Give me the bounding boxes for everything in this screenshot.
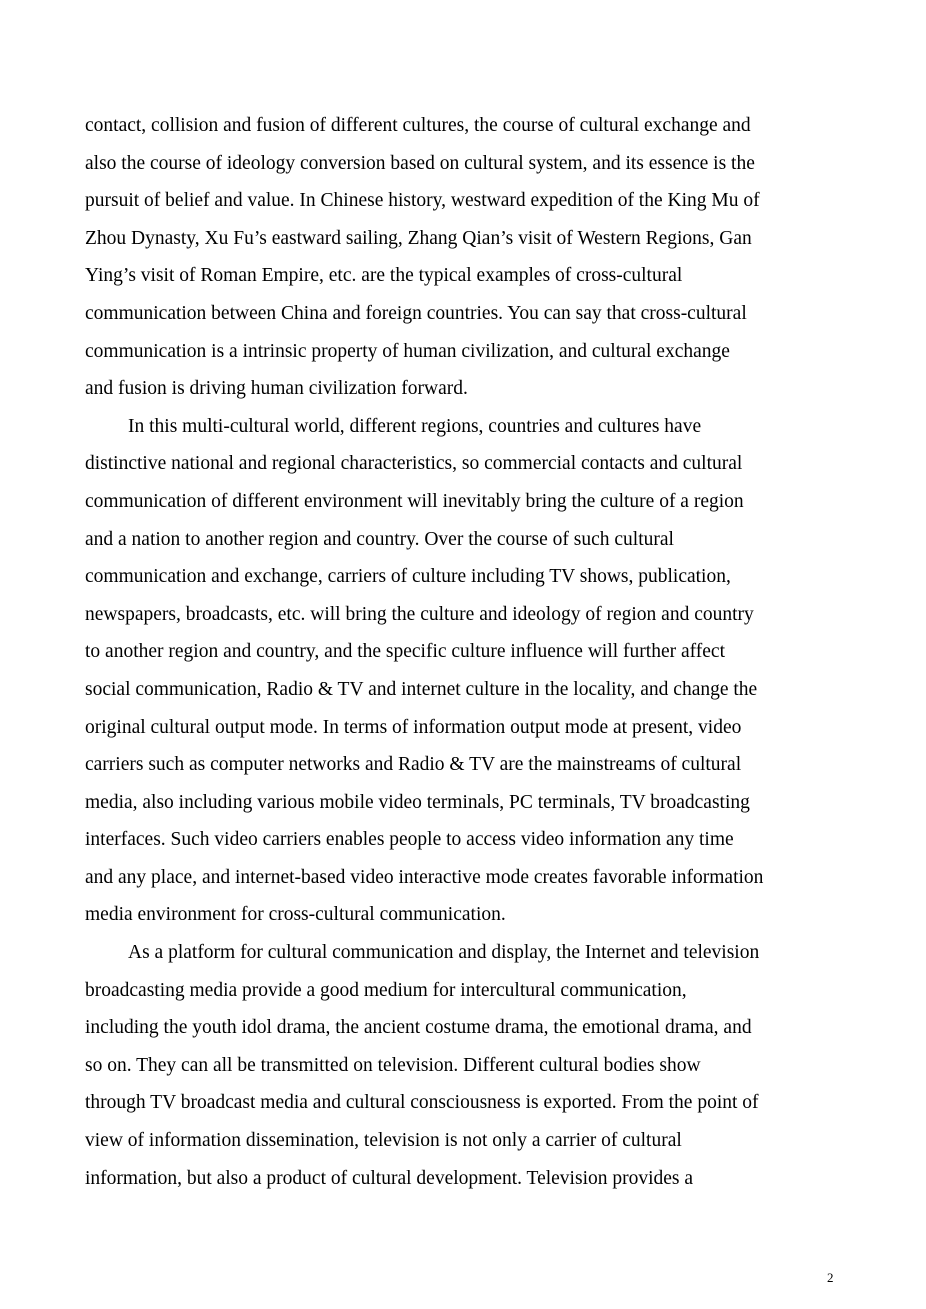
text-line: social communication, Radio & TV and internet culture in the locality, and change the <box>85 678 758 700</box>
text-line: also the course of ideology conversion based on cultural system, and its essence is the <box>85 152 755 174</box>
text-line: communication of different environment will inevitably bring the culture of a region <box>85 490 744 512</box>
paragraph-2 <box>85 408 845 934</box>
text-line-first: As a platform for cultural communication and display, the Internet and television <box>128 942 760 964</box>
text-line: original cultural output mode. In terms of information output mode at present, video <box>85 716 742 738</box>
text-line: to another region and country, and the specific culture influence will further affect <box>85 641 725 663</box>
text-line: media environment for cross-cultural communication. <box>85 904 506 926</box>
text-line: communication is a intrinsic property of human civilization, and cultural exchange <box>85 340 730 362</box>
text-line: communication and exchange, carriers of culture including TV shows, publication, <box>85 566 731 588</box>
body-text <box>85 107 845 1197</box>
text-line: newspapers, broadcasts, etc. will bring the culture and ideology of region and country <box>85 603 754 625</box>
text-line: Zhou Dynasty, Xu Fu’s eastward sailing, Zhang Qian’s visit of Western Regions, Gan <box>85 227 752 249</box>
text-line: and any place, and internet-based video interactive mode creates favorable information <box>85 866 764 888</box>
paragraph-1 <box>85 107 845 408</box>
text-line-first: In this multi-cultural world, different regions, countries and cultures have <box>128 415 702 437</box>
text-line: pursuit of belief and value. In Chinese history, westward expedition of the King Mu of <box>85 190 760 212</box>
text-line: interfaces. Such video carriers enables people to access video information any time <box>85 829 734 851</box>
text-line: information, but also a product of cultural development. Television provides a <box>85 1167 694 1189</box>
paragraph-3 <box>85 934 845 1197</box>
text-line: through TV broadcast media and cultural consciousness is exported. From the point of <box>85 1092 759 1114</box>
text-line: communication between China and foreign countries. You can say that cross-cultural <box>85 302 747 324</box>
text-line: including the youth idol drama, the ancient costume drama, the emotional drama, and <box>85 1017 752 1039</box>
text-line: media, also including various mobile video terminals, PC terminals, TV broadcasting <box>85 791 750 813</box>
text-line: Ying’s visit of Roman Empire, etc. are the typical examples of cross-cultural <box>85 265 683 287</box>
text-line: broadcasting media provide a good medium for intercultural communication, <box>85 979 687 1001</box>
text-line: distinctive national and regional characteristics, so commercial contacts and cultural <box>85 453 743 475</box>
text-line: view of information dissemination, television is not only a carrier of cultural <box>85 1130 682 1152</box>
text-line: and fusion is driving human civilization forward. <box>85 378 468 400</box>
text-line: and a nation to another region and country. Over the course of such cultural <box>85 528 674 550</box>
text-line: so on. They can all be transmitted on television. Different cultural bodies show <box>85 1054 701 1076</box>
page-number: 2 <box>827 1270 834 1285</box>
text-line: carriers such as computer networks and Radio & TV are the mainstreams of cultural <box>85 754 742 776</box>
text-line: contact, collision and fusion of different cultures, the course of cultural exchange and <box>85 115 751 136</box>
